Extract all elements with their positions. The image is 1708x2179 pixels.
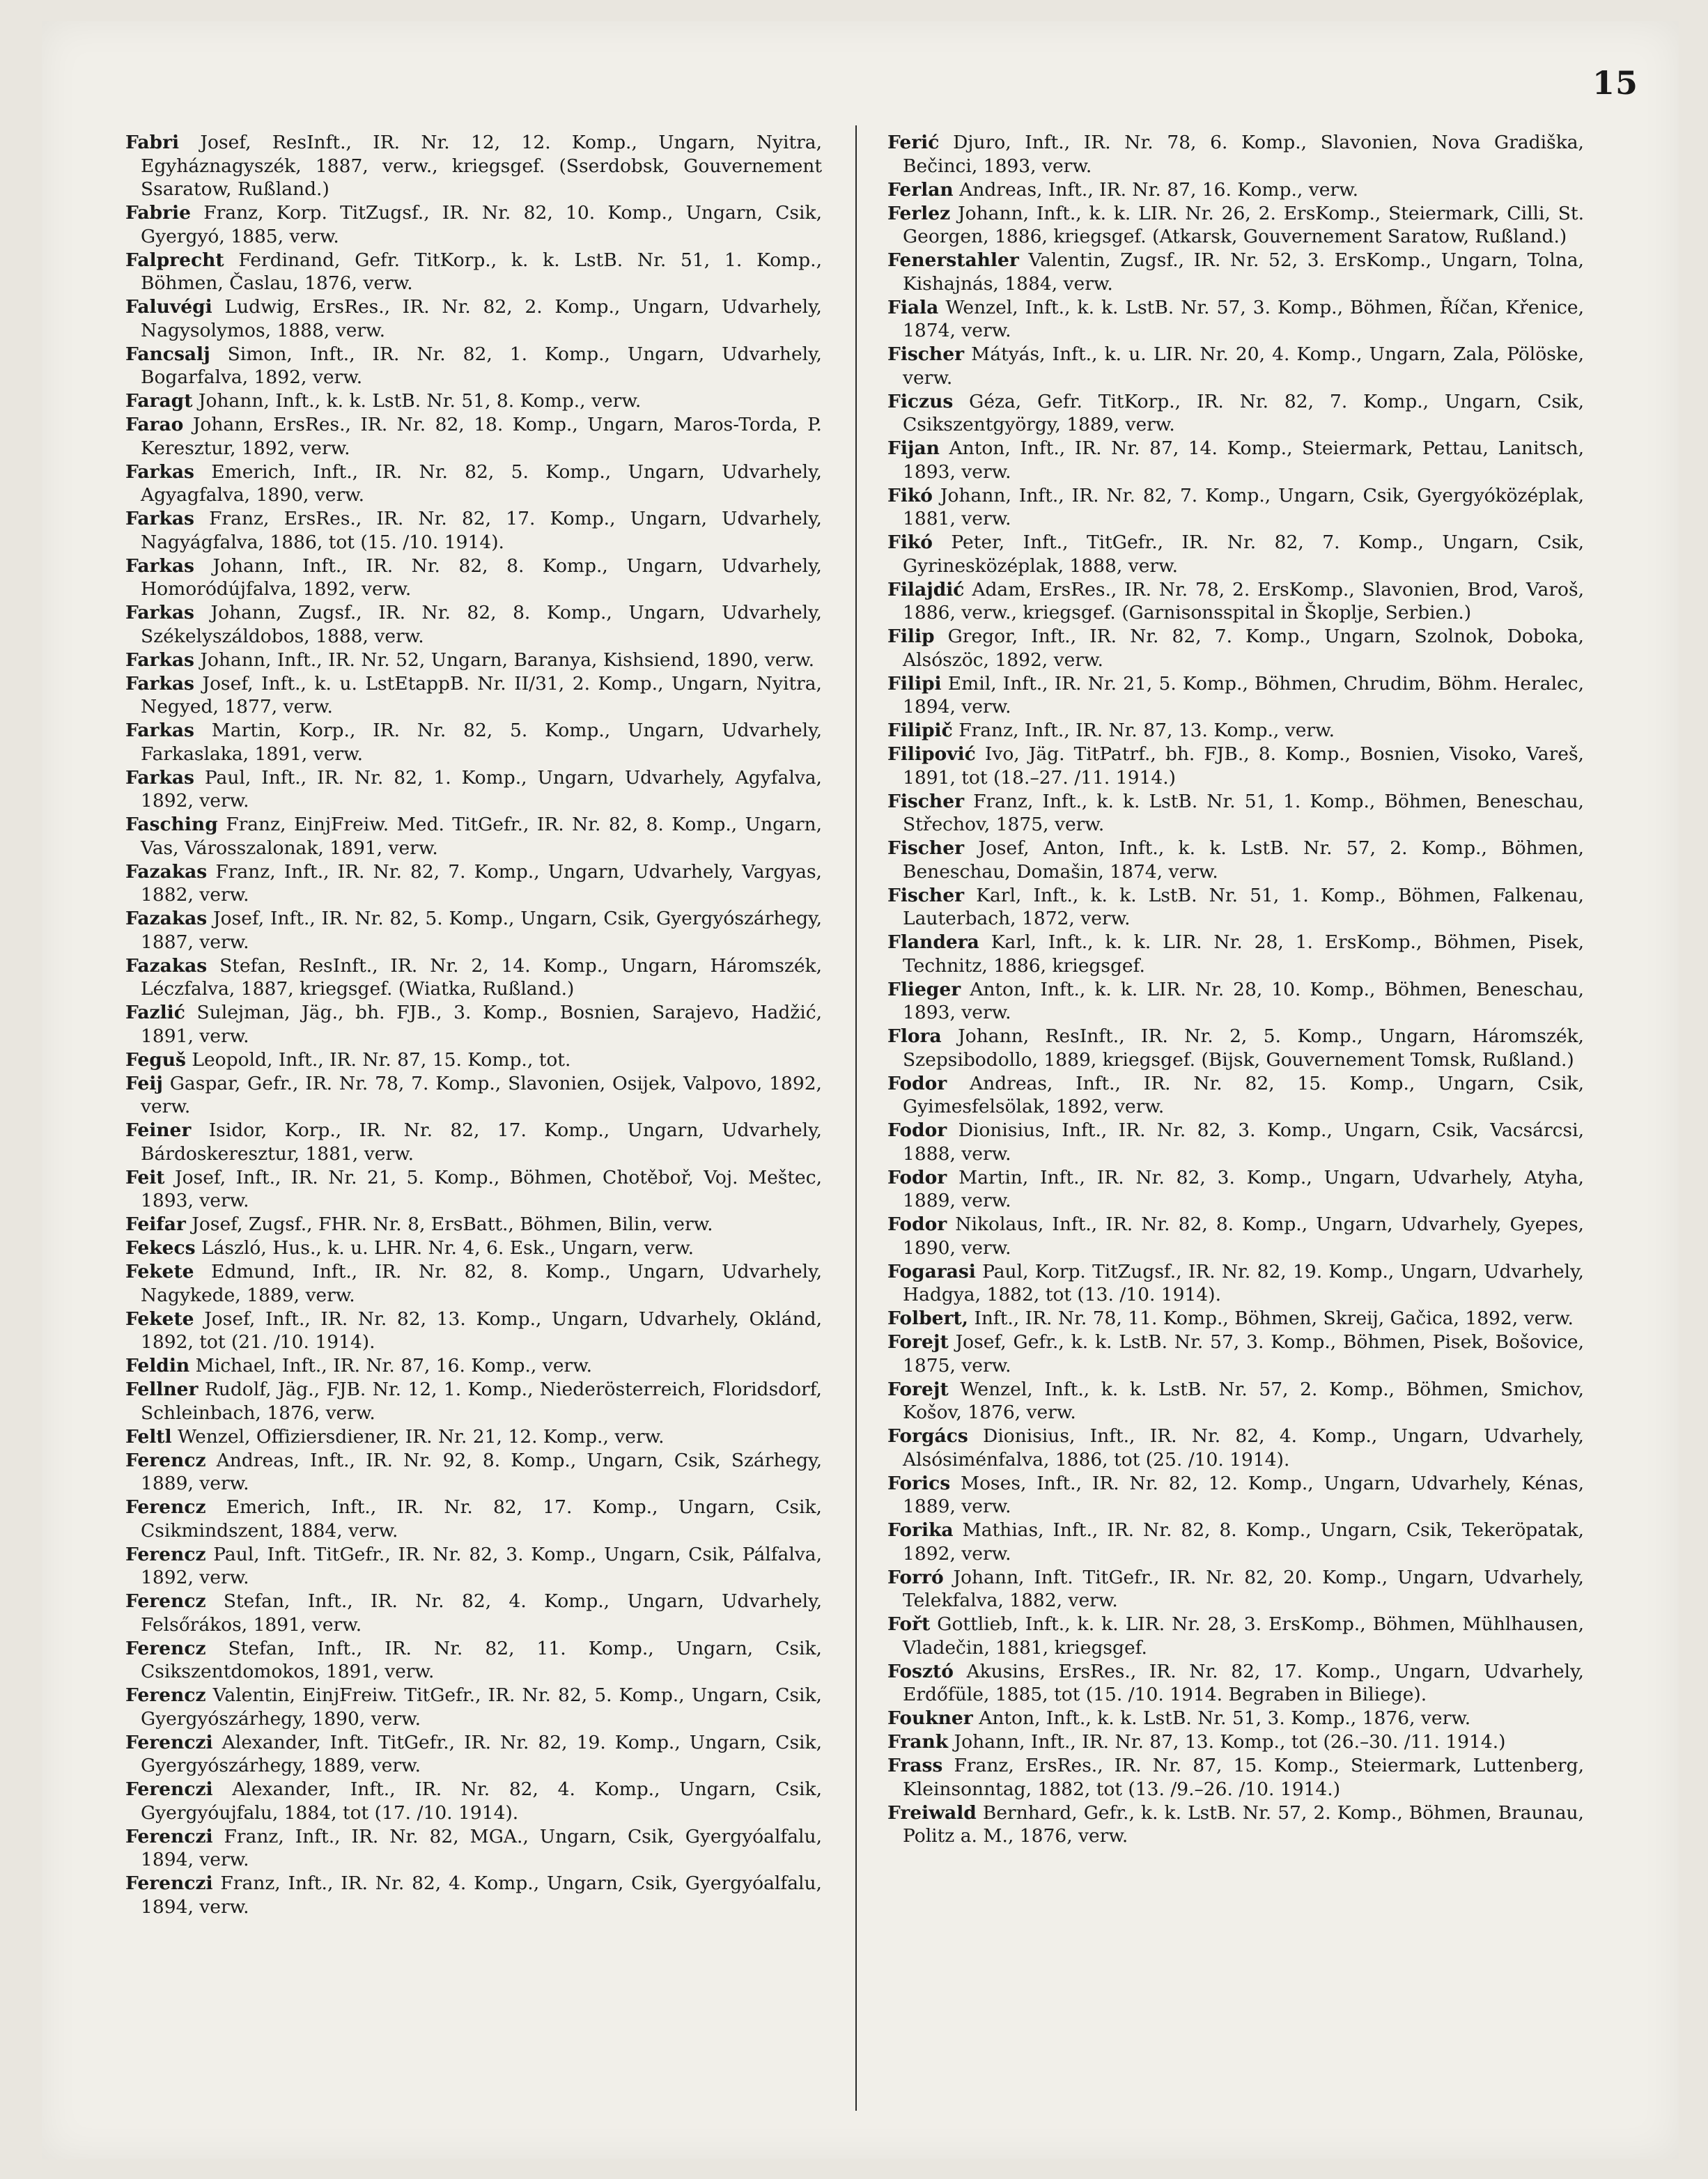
entry-details: Michael, Inft., IR. Nr. 87, 16. Komp., verw. [195, 1355, 593, 1377]
register-entry [125, 1731, 822, 1778]
register-entry [887, 1260, 1584, 1307]
entry-surname: Filip [887, 626, 935, 647]
entry-details: Moses, Inft., IR. Nr. 82, 12. Komp., Ungarn, Udvarhely, Kénas, 1889, verw. [903, 1472, 1584, 1517]
entry-details: Ludwig, ErsRes., IR. Nr. 82, 2. Komp., Ungarn, Udvarhely, Nagysolymos, 1888, verw. [141, 296, 822, 341]
entry-surname: Feifar [125, 1213, 186, 1235]
entry-details: Leopold, Inft., IR. Nr. 87, 15. Komp., tot. [192, 1048, 571, 1071]
entry-surname: Ferencz [125, 1684, 206, 1706]
entry-details: Djuro, Inft., IR. Nr. 78, 6. Komp., Slavonien, Nova Gradiška, Bečinci, 1893, verw. [903, 132, 1584, 177]
entry-surname: Frank [887, 1731, 949, 1753]
entry-surname: Fabri [125, 132, 180, 153]
column-divider [855, 125, 857, 2111]
entry-details: Adam, ErsRes., IR. Nr. 78, 2. ErsKomp., Slavonien, Brod, Varoš, 1886, verw., kriegsgef. (Garnisonsspital in Škoplje, Serbien.) [903, 578, 1584, 623]
entry-surname: Farkas [125, 460, 194, 483]
register-entry [125, 507, 822, 554]
register-entry [887, 484, 1584, 531]
entry-details: Ivo, Jäg. TitPatrf., bh. FJB., 8. Komp., Bosnien, Visoko, Vareš, 1891, tot (18.–27. /11. 1914.) [903, 743, 1584, 789]
entry-details: Franz, Korp. TitZugsf., IR. Nr. 82, 10. Komp., Ungarn, Csik, Gyergyó, 1885, verw. [141, 202, 822, 247]
entry-surname: Fogarasi [887, 1260, 976, 1282]
entry-surname: Forejt [887, 1378, 949, 1400]
register-entry [887, 249, 1584, 295]
entry-surname: Fodor [887, 1072, 947, 1094]
register-entry [887, 1307, 1584, 1331]
entry-surname: Ferlez [887, 202, 951, 224]
register-entry [125, 813, 822, 860]
entry-details: Josef, Anton, Inft., k. k. LstB. Nr. 57, 2. Komp., Böhmen, Beneschau, Domašin, 1874, verw. [903, 837, 1584, 883]
entry-surname: Fischer [887, 884, 965, 906]
entry-details: Sulejman, Jäg., bh. FJB., 3. Komp., Bosnien, Sarajevo, Hadžić, 1891, verw. [141, 1002, 822, 1047]
register-entry [125, 601, 822, 648]
register-entry [125, 860, 822, 907]
entry-surname: Farkas [125, 508, 194, 529]
register-entry [125, 1684, 822, 1730]
entry-details: Akusins, ErsRes., IR. Nr. 82, 17. Komp., Ungarn, Udvarhely, Erdőfüle, 1885, tot (15. /10. 1914. Begraben in Biliege). [903, 1660, 1584, 1705]
register-entry [125, 1872, 822, 1918]
register-entry [887, 390, 1584, 437]
entry-details: Johann, ErsRes., IR. Nr. 82, 18. Komp., Ungarn, Maros-Torda, P. Keresztur, 1892, verw. [141, 414, 822, 459]
entry-surname: Fabrie [125, 202, 191, 224]
register-entry [125, 413, 822, 460]
register-entry [887, 1331, 1584, 1377]
entry-details: Anton, Inft., IR. Nr. 87, 14. Komp., Steiermark, Pettau, Lanitsch, 1893, verw. [903, 437, 1584, 483]
entry-surname: Filajdić [887, 578, 965, 600]
entry-surname: Falprecht [125, 249, 224, 271]
entry-surname: Fischer [887, 790, 965, 812]
entry-details: Franz, EinjFreiw. Med. TitGefr., IR. Nr. 82, 8. Komp., Ungarn, Vas, Városszalonak, 1891, verw. [141, 814, 822, 859]
entry-details: László, Hus., k. u. LHR. Nr. 4, 6. Esk., Ungarn, verw. [201, 1237, 694, 1259]
entry-surname: Fellner [125, 1379, 199, 1400]
register-entry [887, 1213, 1584, 1259]
entry-surname: Fancsalj [125, 343, 210, 365]
entry-surname: Faluvégi [125, 296, 212, 318]
entry-details: Gottlieb, Inft., k. k. LIR. Nr. 28, 3. ErsKomp., Böhmen, Mühlhausen, Vladečin, 1881, kriegsgef. [903, 1613, 1584, 1659]
entry-surname: Fiala [887, 296, 939, 318]
register-entry [887, 1801, 1584, 1848]
entry-details: Andreas, Inft., IR. Nr. 82, 15. Komp., Ungarn, Csik, Gyimesfelsölak, 1892, verw. [903, 1072, 1584, 1117]
entry-details: Ferdinand, Gefr. TitKorp., k. k. LstB. Nr. 51, 1. Komp., Böhmen, Časlau, 1876, verw. [141, 249, 822, 294]
entry-details: Paul, Inft., IR. Nr. 82, 1. Komp., Ungarn, Udvarhely, Agyfalva, 1892, verw. [141, 766, 822, 812]
entry-details: Edmund, Inft., IR. Nr. 82, 8. Komp., Ungarn, Udvarhely, Nagykede, 1889, verw. [141, 1261, 822, 1306]
entry-surname: Ferenczi [125, 1825, 213, 1847]
entry-details: Josef, Gefr., k. k. LstB. Nr. 57, 3. Komp., Böhmen, Pisek, Bošovice, 1875, verw. [903, 1331, 1584, 1377]
entry-details: Johann, Zugsf., IR. Nr. 82, 8. Komp., Ungarn, Udvarhely, Székelyszáldobos, 1888, verw. [141, 602, 822, 647]
entry-details: Johann, Inft., IR. Nr. 87, 13. Komp., tot (26.–30. /11. 1914.) [954, 1731, 1506, 1753]
entry-surname: Farkas [125, 602, 194, 623]
entry-details: Josef, Inft., IR. Nr. 82, 13. Komp., Ungarn, Udvarhely, Oklánd, 1892, tot (21. /10. 1914). [141, 1308, 822, 1353]
entry-surname: Feldin [125, 1355, 190, 1377]
entry-details: Emerich, Inft., IR. Nr. 82, 17. Komp., Ungarn, Csik, Csikmindszent, 1884, verw. [141, 1496, 822, 1542]
entry-surname: Farao [125, 414, 184, 435]
entry-surname: Flora [887, 1025, 942, 1047]
entry-surname: Fořt [887, 1613, 931, 1635]
entry-surname: Ferenczi [125, 1778, 213, 1800]
entry-details: Dionisius, Inft., IR. Nr. 82, 4. Komp., Ungarn, Udvarhely, Alsósiménfalva, 1886, tot (25. /10. 1914). [903, 1425, 1584, 1471]
register-entry [887, 1425, 1584, 1471]
page-number: 15 [1592, 64, 1638, 102]
register-entry [125, 1001, 822, 1048]
entry-details: Géza, Gefr. TitKorp., IR. Nr. 82, 7. Komp., Ungarn, Csik, Csikszentgyörgy, 1889, verw. [903, 390, 1584, 435]
entry-surname: Fekete [125, 1308, 194, 1330]
register-entry [887, 1119, 1584, 1165]
entry-details: Franz, Inft., IR. Nr. 87, 13. Komp., verw. [958, 720, 1335, 741]
register-entry [887, 343, 1584, 389]
register-entry [887, 202, 1584, 249]
entry-surname: Fodor [887, 1213, 947, 1235]
register-entry [887, 437, 1584, 483]
register-entry [887, 719, 1584, 743]
entry-details: Josef, Inft., k. u. LstEtappB. Nr. II/31, 2. Komp., Ungarn, Nyitra, Negyed, 1877, verw. [141, 672, 822, 718]
register-entry [125, 1543, 822, 1590]
entry-details: Nikolaus, Inft., IR. Nr. 82, 8. Komp., Ungarn, Udvarhely, Gyepes, 1890, verw. [903, 1213, 1584, 1259]
register-entry [887, 884, 1584, 931]
entry-surname: Ferić [887, 132, 940, 153]
entry-surname: Fosztó [887, 1660, 954, 1682]
entry-surname: Feij [125, 1072, 163, 1094]
entry-surname: Freiwald [887, 1801, 977, 1824]
entry-details: Mathias, Inft., IR. Nr. 82, 8. Komp., Ungarn, Csik, Tekeröpatak, 1892, verw. [903, 1519, 1584, 1565]
entry-details: Stefan, ResInft., IR. Nr. 2, 14. Komp., Ungarn, Háromszék, Léczfalva, 1887, kriegsgef. (Wiatka, Rußland.) [141, 954, 822, 1000]
register-entry [887, 1378, 1584, 1425]
entry-details: Peter, Inft., TitGefr., IR. Nr. 82, 7. Komp., Ungarn, Csik, Gyrinesközéplak, 1888, verw. [903, 532, 1584, 577]
entry-surname: Fazlić [125, 1002, 185, 1023]
register-entry [125, 1166, 822, 1213]
entry-details: Karl, Inft., k. k. LIR. Nr. 28, 1. ErsKomp., Böhmen, Pisek, Technitz, 1886, kriegsgef. [903, 931, 1584, 977]
entry-surname: Forics [887, 1472, 951, 1494]
entry-details: Gaspar, Gefr., IR. Nr. 78, 7. Komp., Slavonien, Osijek, Valpovo, 1892, verw. [141, 1072, 822, 1117]
entry-surname: Frass [887, 1755, 943, 1776]
register-entry [125, 201, 822, 248]
entry-surname: Ficzus [887, 390, 954, 412]
register-entry [887, 743, 1584, 789]
entry-details: Emil, Inft., IR. Nr. 21, 5. Komp., Böhmen, Chrudim, Böhm. Heralec, 1894, verw. [903, 672, 1584, 718]
entry-details: Franz, ErsRes., IR. Nr. 87, 15. Komp., Steiermark, Luttenberg, Kleinsonntag, 1882, tot (13. /9.–26. /10. 1914.) [903, 1755, 1584, 1800]
entry-details: Franz, Inft., k. k. LstB. Nr. 51, 1. Komp., Böhmen, Beneschau, Střechov, 1875, verw. [903, 790, 1584, 835]
register-entry [125, 1825, 822, 1872]
entry-surname: Forika [887, 1519, 954, 1541]
register-entry [887, 1613, 1584, 1659]
register-entry [125, 295, 822, 342]
register-entry [887, 1707, 1584, 1730]
entry-details: Simon, Inft., IR. Nr. 82, 1. Komp., Ungarn, Udvarhely, Bogarfalva, 1892, verw. [141, 343, 822, 388]
register-entry [125, 1213, 822, 1236]
register-entry [125, 649, 822, 672]
entry-details: Inft., IR. Nr. 78, 11. Komp., Böhmen, Skreij, Gačica, 1892, verw. [974, 1308, 1574, 1329]
entry-details: Isidor, Korp., IR. Nr. 82, 17. Komp., Ungarn, Udvarhely, Bárdoskeresztur, 1881, verw. [141, 1119, 822, 1165]
entry-details: Anton, Inft., k. k. LstB. Nr. 51, 3. Komp., 1876, verw. [979, 1707, 1471, 1729]
register-entry [887, 625, 1584, 672]
entry-surname: Filipi [887, 672, 942, 695]
entry-surname: Fikó [887, 532, 933, 553]
entry-details: Bernhard, Gefr., k. k. LstB. Nr. 57, 2. Komp., Böhmen, Braunau, Politz a. M., 1876, verw. [903, 1801, 1584, 1847]
register-entry [125, 1496, 822, 1542]
register-entry [125, 1778, 822, 1824]
entry-details: Andreas, Inft., IR. Nr. 87, 16. Komp., verw. [959, 178, 1359, 201]
register-entry [887, 790, 1584, 837]
entry-surname: Forró [887, 1566, 944, 1588]
entry-details: Valentin, Zugsf., IR. Nr. 52, 3. ErsKomp., Ungarn, Tolna, Kishajnás, 1884, verw. [903, 249, 1584, 295]
entry-details: Josef, Zugsf., FHR. Nr. 8, ErsBatt., Böhmen, Bilin, verw. [192, 1213, 713, 1235]
entry-details: Johann, Inft., IR. Nr. 82, 8. Komp., Ungarn, Udvarhely, Homoródújfalva, 1892, verw. [141, 555, 822, 600]
register-entry [887, 178, 1584, 202]
register-entry [125, 1236, 822, 1260]
entry-details: Martin, Inft., IR. Nr. 82, 3. Komp., Ungarn, Udvarhely, Atyha, 1889, verw. [903, 1166, 1584, 1211]
entry-details: Stefan, Inft., IR. Nr. 82, 4. Komp., Ungarn, Udvarhely, Felsőrákos, 1891, verw. [141, 1590, 822, 1636]
entry-surname: Filipović [887, 743, 976, 765]
entry-surname: Fodor [887, 1119, 947, 1141]
entry-surname: Flandera [887, 931, 979, 953]
register-entry [887, 1166, 1584, 1213]
entry-surname: Fazakas [125, 908, 208, 929]
entry-details: Stefan, Inft., IR. Nr. 82, 11. Komp., Ungarn, Csik, Csikszentdomokos, 1891, verw. [141, 1637, 822, 1682]
document-page [42, 21, 1679, 2159]
entry-surname: Farkas [125, 720, 194, 741]
entry-surname: Fodor [887, 1166, 947, 1188]
entry-details: Alexander, Inft., IR. Nr. 82, 4. Komp., Ungarn, Csik, Gyergyóujfalu, 1884, tot (17. /10. 1914). [141, 1778, 822, 1824]
entry-surname: Fekete [125, 1261, 194, 1282]
register-entry [125, 249, 822, 295]
entry-surname: Farkas [125, 555, 194, 577]
register-entry [125, 1378, 822, 1425]
register-entry [887, 931, 1584, 977]
entry-details: Wenzel, Inft., k. k. LstB. Nr. 57, 2. Komp., Böhmen, Smichov, Košov, 1876, verw. [903, 1378, 1584, 1423]
entry-details: Wenzel, Offiziersdiener, IR. Nr. 21, 12. Komp., verw. [178, 1425, 665, 1448]
register-entry [125, 1449, 822, 1496]
register-entry [125, 131, 822, 201]
entry-details: Valentin, EinjFreiw. TitGefr., IR. Nr. 82, 5. Komp., Ungarn, Csik, Gyergyószárhegy, 1890, verw. [141, 1684, 822, 1730]
register-entry [887, 1660, 1584, 1707]
entry-surname: Farkas [125, 766, 194, 789]
entry-details: Paul, Korp. TitZugsf., IR. Nr. 82, 19. Komp., Ungarn, Udvarhely, Hadgya, 1882, tot (13. /10. 1914). [903, 1260, 1584, 1305]
entry-surname: Folbert, [887, 1308, 968, 1329]
register-entry [125, 907, 822, 954]
entry-surname: Forgács [887, 1425, 968, 1447]
register-entry [887, 1730, 1584, 1754]
entry-surname: Flieger [887, 978, 961, 1000]
entry-surname: Ferenczi [125, 1872, 213, 1894]
entry-surname: Fenerstahler [887, 249, 1019, 271]
entry-details: Josef, Inft., IR. Nr. 82, 5. Komp., Ungarn, Csik, Gyergyószárhegy, 1887, verw. [141, 908, 822, 953]
entry-details: Emerich, Inft., IR. Nr. 82, 5. Komp., Ungarn, Udvarhely, Agyagfalva, 1890, verw. [141, 460, 822, 506]
register-entry [887, 296, 1584, 343]
right-column [887, 131, 1584, 1848]
entry-details: Johann, ResInft., IR. Nr. 2, 5. Komp., Ungarn, Háromszék, Szepsibodollo, 1889, kriegsgef. (Bijsk, Gouvernement Tomsk, Rußland.) [903, 1025, 1584, 1071]
entry-surname: Ferlan [887, 178, 954, 201]
register-entry [887, 978, 1584, 1025]
entry-surname: Foukner [887, 1707, 973, 1729]
entry-details: Franz, Inft., IR. Nr. 82, MGA., Ungarn, Csik, Gyergyóalfalu, 1894, verw. [141, 1825, 822, 1870]
entry-surname: Filipič [887, 720, 953, 741]
register-entry [887, 1025, 1584, 1071]
register-entry [125, 460, 822, 507]
register-entry [125, 719, 822, 766]
entry-surname: Fikó [887, 484, 933, 506]
register-entry [887, 1472, 1584, 1519]
register-entry [887, 1566, 1584, 1613]
entry-surname: Fasching [125, 814, 218, 835]
entry-details: Rudolf, Jäg., FJB. Nr. 12, 1. Komp., Niederösterreich, Floridsdorf, Schleinbach, 1876, verw. [141, 1379, 822, 1424]
register-entry [125, 555, 822, 601]
entry-surname: Feltl [125, 1425, 172, 1448]
register-entry [125, 766, 822, 813]
register-entry [125, 1119, 822, 1165]
entry-details: Dionisius, Inft., IR. Nr. 82, 3. Komp., Ungarn, Csik, Vacsárcsi, 1888, verw. [903, 1119, 1584, 1165]
register-entry [125, 1637, 822, 1684]
register-entry [887, 531, 1584, 577]
entry-details: Johann, Inft., IR. Nr. 52, Ungarn, Baranya, Kishsiend, 1890, verw. [200, 649, 815, 671]
entry-surname: Ferencz [125, 1637, 206, 1659]
register-entry [125, 1590, 822, 1636]
entry-surname: Feguš [125, 1048, 186, 1071]
entry-details: Franz, Inft., IR. Nr. 82, 7. Komp., Ungarn, Udvarhely, Vargyas, 1882, verw. [141, 860, 822, 906]
entry-details: Josef, Inft., IR. Nr. 21, 5. Komp., Böhmen, Chotěboř, Voj. Meštec, 1893, verw. [141, 1166, 822, 1211]
entry-details: Mátyás, Inft., k. u. LIR. Nr. 20, 4. Komp., Ungarn, Zala, Pölöske, verw. [903, 343, 1584, 389]
entry-surname: Fekecs [125, 1237, 196, 1259]
entry-details: Anton, Inft., k. k. LIR. Nr. 28, 10. Komp., Böhmen, Beneschau, 1893, verw. [903, 978, 1584, 1023]
register-entry [125, 1308, 822, 1354]
entry-details: Johann, Inft. TitGefr., IR. Nr. 82, 20. Komp., Ungarn, Udvarhely, Telekfalva, 1882, verw. [903, 1566, 1584, 1611]
entry-surname: Fazakas [125, 954, 208, 977]
entry-details: Johann, Inft., k. k. LstB. Nr. 51, 8. Komp., verw. [198, 390, 642, 412]
entry-surname: Ferenczi [125, 1731, 213, 1753]
entry-surname: Faragt [125, 390, 193, 412]
register-entry [125, 389, 822, 413]
entry-details: Karl, Inft., k. k. LstB. Nr. 51, 1. Komp., Böhmen, Falkenau, Lauterbach, 1872, verw. [903, 884, 1584, 929]
entry-surname: Feit [125, 1166, 165, 1188]
entry-details: Andreas, Inft., IR. Nr. 92, 8. Komp., Ungarn, Csik, Szárhegy, 1889, verw. [141, 1449, 822, 1494]
entry-surname: Fischer [887, 837, 965, 859]
register-entry [887, 1754, 1584, 1801]
register-entry [887, 578, 1584, 625]
register-entry [887, 672, 1584, 719]
register-entry [125, 1072, 822, 1119]
register-entry [125, 1260, 822, 1307]
entry-details: Paul, Inft. TitGefr., IR. Nr. 82, 3. Komp., Ungarn, Csik, Pálfalva, 1892, verw. [141, 1543, 822, 1588]
entry-details: Wenzel, Inft., k. k. LstB. Nr. 57, 3. Komp., Böhmen, Říčan, Křenice, 1874, verw. [903, 296, 1585, 341]
register-entry [125, 954, 822, 1001]
entry-details: Johann, Inft., k. k. LIR. Nr. 26, 2. ErsKomp., Steiermark, Cilli, St. Georgen, 1886, kriegsgef. (Atkarsk, Gouvernement Saratow, Rußland.) [903, 202, 1584, 247]
entry-surname: Farkas [125, 672, 194, 695]
register-entry [125, 343, 822, 389]
entry-surname: Farkas [125, 649, 194, 671]
entry-surname: Ferencz [125, 1496, 206, 1518]
entry-surname: Forejt [887, 1331, 949, 1353]
register-entry [887, 1072, 1584, 1119]
entry-details: Franz, ErsRes., IR. Nr. 82, 17. Komp., Ungarn, Udvarhely, Nagyágfalva, 1886, tot (15. /10. 1914). [141, 508, 822, 553]
register-entry [125, 1425, 822, 1449]
entry-surname: Ferencz [125, 1590, 206, 1612]
entry-details: Josef, ResInft., IR. Nr. 12, 12. Komp., Ungarn, Nyitra, Egyháznagyszék, 1887, verw., kriegsgef. (Sserdobsk, Gouvernement Ssaratow, Rußland.) [141, 132, 822, 200]
entry-surname: Fischer [887, 343, 965, 365]
register-entry [887, 837, 1584, 883]
entry-details: Martin, Korp., IR. Nr. 82, 5. Komp., Ungarn, Udvarhely, Farkaslaka, 1891, verw. [141, 720, 822, 765]
register-entry [125, 672, 822, 719]
register-entry [125, 1048, 822, 1072]
left-column [125, 131, 822, 1919]
register-entry [125, 1354, 822, 1378]
entry-details: Johann, Inft., IR. Nr. 82, 7. Komp., Ungarn, Csik, Gyergyóközéplak, 1881, verw. [903, 484, 1584, 529]
register-entry [887, 1519, 1584, 1565]
entry-surname: Ferencz [125, 1449, 206, 1471]
entry-details: Franz, Inft., IR. Nr. 82, 4. Komp., Ungarn, Csik, Gyergyóalfalu, 1894, verw. [141, 1872, 822, 1918]
register-entry [887, 131, 1584, 178]
entry-surname: Ferencz [125, 1543, 206, 1565]
entry-details: Gregor, Inft., IR. Nr. 82, 7. Komp., Ungarn, Szolnok, Doboka, Alsószöc, 1892, verw. [903, 626, 1584, 671]
entry-surname: Fazakas [125, 860, 208, 883]
entry-details: Alexander, Inft. TitGefr., IR. Nr. 82, 19. Komp., Ungarn, Csik, Gyergyószárhegy, 1889, verw. [141, 1731, 822, 1776]
entry-surname: Feiner [125, 1119, 192, 1141]
entry-surname: Fijan [887, 437, 940, 459]
